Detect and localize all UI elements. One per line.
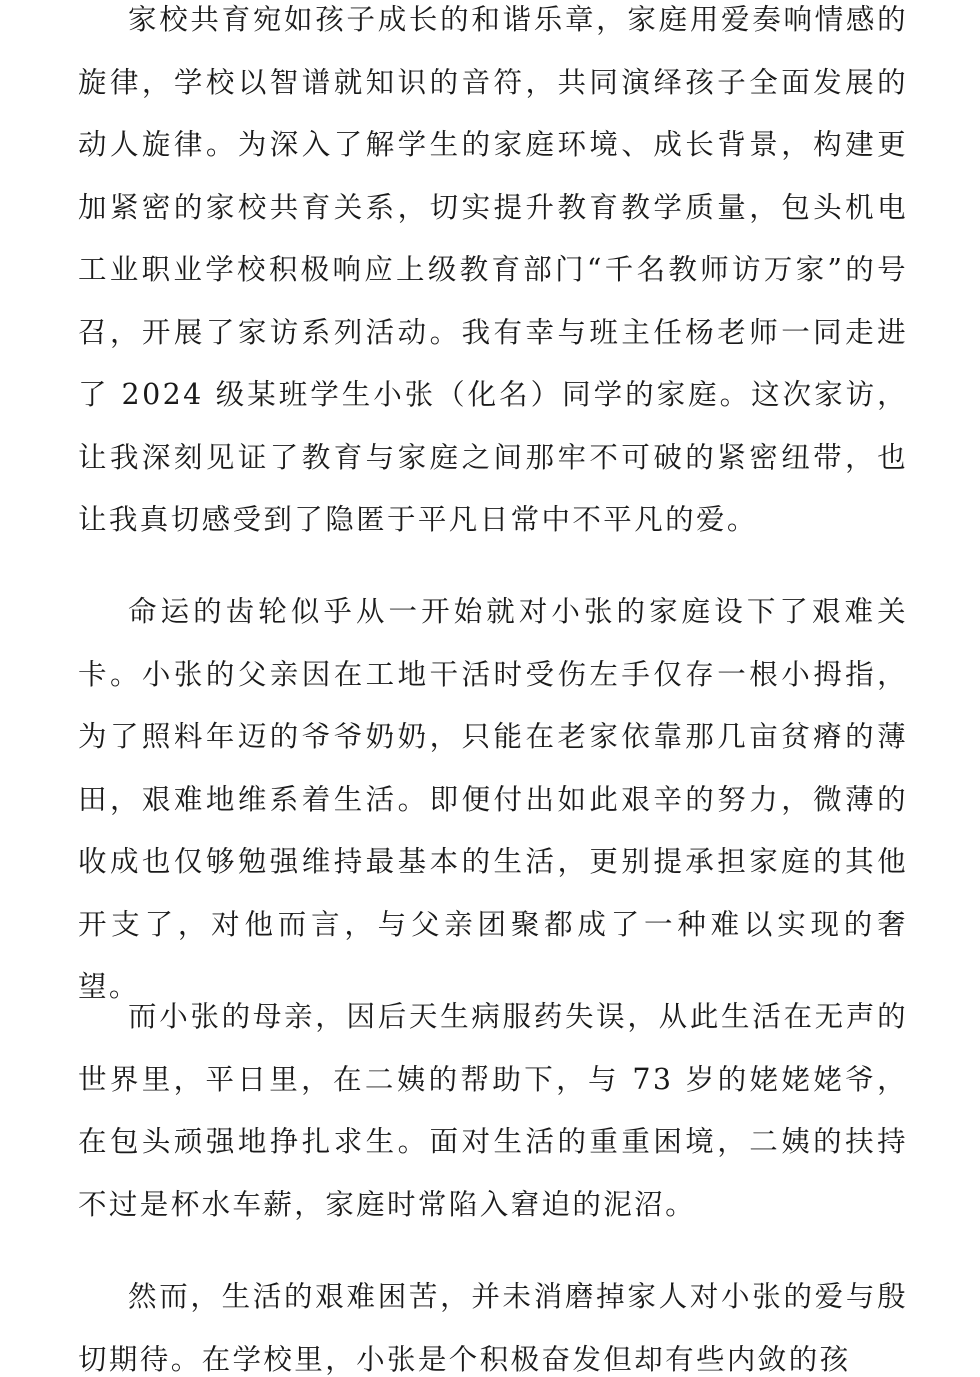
- paragraph-however: 然而，生活的艰难困苦，并未消磨掉家人对小张的爱与殷切期待。在学校里，小张是个积极奋发但却有些内敛的孩: [78, 1280, 908, 1376]
- paragraph-mother: 而小张的母亲，因后天生病服药失误，从此生活在无声的世界里，平日里，在二姨的帮助下，与 73 岁的姥姥姥爷，在包头顽强地挣扎求生。面对生活的重重困境，二姨的扶持不过是杯水车薪，家庭时常陷入窘迫的泥沼。: [78, 1000, 908, 1221]
- paragraph-intro: 家校共育宛如孩子成长的和谐乐章，家庭用爱奏响情感的旋律，学校以智谱就知识的音符，共同演绎孩子全面发展的动人旋律。为深入了解学生的家庭环境、成长背景，构建更加紧密的家校共育关系，切实提升教育教学质量，包头机电工业职业学校积极响应上级教育部门“千名教师访万家”的号召，开展了家访系列活动。我有幸与班主任杨老师一同走进了 2024 级某班学生小张（化名）同学的家庭。这次家访，让我深刻见证了教育与家庭之间那牢不可破的紧密纽带，也让我真切感受到了隐匿于平凡日常中不平凡的爱。: [78, 3, 908, 536]
- paragraph-father: 命运的齿轮似乎从一开始就对小张的家庭设下了艰难关卡。小张的父亲因在工地干活时受伤左手仅存一根小拇指，为了照料年迈的爷爷奶奶，只能在老家依靠那几亩贫瘠的薄田，艰难地维系着生活。即便付出如此艰辛的努力，微薄的收成也仅够勉强维持最基本的生活，更别提承担家庭的其他开支了，对他而言，与父亲团聚都成了一种难以实现的奢望。: [78, 595, 908, 1003]
